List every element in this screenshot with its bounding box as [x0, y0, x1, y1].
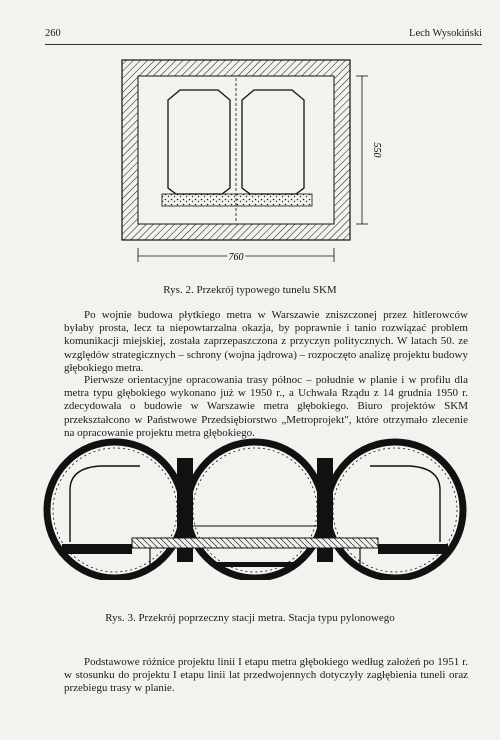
height-dimension-label: 550 — [371, 142, 382, 158]
station-tunnel-center — [187, 442, 323, 578]
station-tunnel-right — [327, 442, 463, 578]
paragraph-2-text: Pierwsze orientacyjne opracowania trasy północ – południe w planie i w profilu dla metra typu głębokiego wykonano już w 1950 r., a Uchwała Rządu z 14 grudnia 1950 r. zdecydowała o budowie w Warszawie metra głębokiego. Biuro projektów SKM przekształcono w Państwowe Przedsiębiorstwo „Metroprojekt", które otrzymało zlecenie na opracowanie projektu metra głębokiego. — [64, 374, 468, 439]
ballast-layer — [162, 194, 312, 206]
paragraph-1-text: Po wojnie budowa płytkiego metra w Warszawie zniszczonej przez hitlerowców byłaby prosta, lecz ta niepowtarzalna okazja, by poprawnie i tanio rozwiązać problem komunikacji miejskiej, została zaprzepaszczona z przyczyn politycznych. W latach 50. ze względów strategicznych – schrony (wojna jądrowa) – rozpoczęto analizę projektu budowy głębokiego metra. — [64, 309, 468, 374]
page-number: 260 — [45, 28, 61, 39]
running-header-author: Lech Wysokiński — [409, 28, 482, 39]
figure1-caption: Rys. 2. Przekrój typowego tunelu SKM — [163, 284, 337, 296]
figure2-caption: Rys. 3. Przekrój poprzeczny stacji metra. Stacja typu pylonowego — [105, 612, 395, 624]
paragraph-1 — [64, 309, 468, 375]
figure-station-cross-section — [40, 430, 470, 580]
trackbed-left — [62, 544, 132, 554]
width-dimension-label: 760 — [228, 252, 244, 263]
figure-tunnel-cross-section — [110, 48, 390, 273]
paragraph-3 — [64, 656, 468, 696]
station-tunnel-left — [47, 442, 183, 578]
trackbed-right — [378, 544, 448, 554]
header-rule — [45, 44, 482, 45]
paragraph-3-text: Podstawowe różnice projektu linii I etapu metra głębokiego według założeń po 1951 r. w stosunku do projektu I etapu linii lat przedwojennych dotyczyły zagłębienia tuneli oraz przebiegu trasy w planie. — [64, 656, 468, 695]
platform-slab — [132, 538, 378, 548]
